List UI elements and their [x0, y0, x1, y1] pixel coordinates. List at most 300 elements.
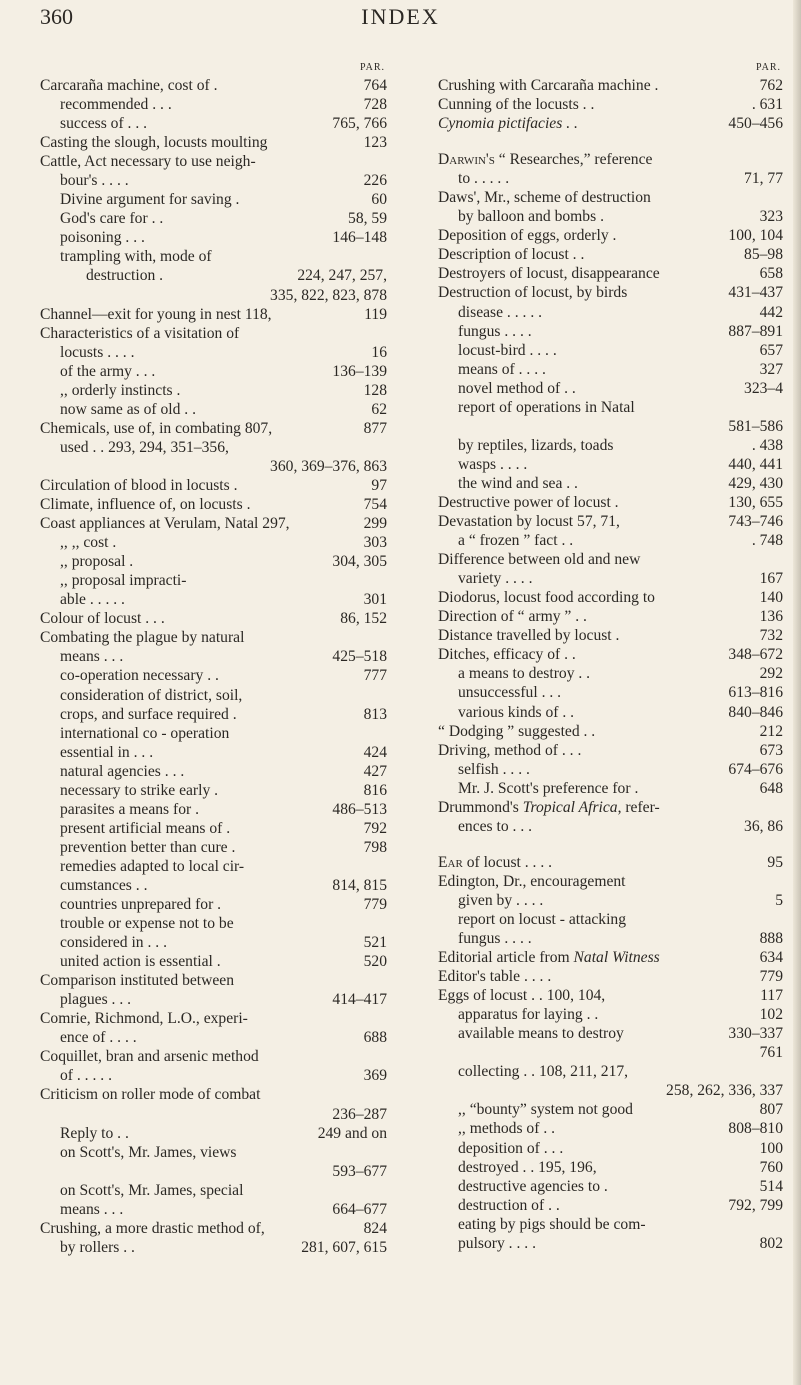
entry-pages: [383, 686, 387, 705]
index-entry: [40, 266, 387, 285]
entry-pages: [779, 872, 783, 891]
entry-text: crops, and surface required .: [60, 705, 237, 723]
index-entry: [40, 724, 387, 743]
entry-pages: 425–518: [332, 648, 387, 666]
index-entry: [40, 762, 387, 781]
entry-text: consideration of district, soil,: [60, 686, 243, 704]
index-entry: [40, 1028, 387, 1047]
index-entry: [438, 1024, 783, 1043]
entry-pages: 613–816: [728, 684, 783, 702]
index-entry: [438, 967, 783, 986]
entry-pages: 657: [759, 341, 783, 359]
entry-text: Carcaraña machine, cost of .: [40, 77, 218, 94]
entry-pages: 304, 305: [332, 553, 387, 571]
entry-pages: 85–98: [744, 246, 783, 264]
entry-text: Direction of “ army ” . .: [438, 608, 587, 626]
entry-text: Coast appliances at Verulam, Natal 297,: [40, 515, 290, 533]
entry-pages: 62: [371, 400, 387, 418]
entry-pages: 119: [364, 305, 387, 323]
entry-text: success of . . .: [60, 115, 148, 133]
index-entry: [438, 1005, 783, 1024]
entry-pages: 236–287: [332, 1105, 387, 1123]
index-entry: [40, 838, 387, 857]
entry-text: Channel—exit for young in nest 118,: [40, 305, 272, 323]
entry-text: present artificial means of .: [60, 819, 231, 837]
index-entry: [438, 226, 783, 245]
entry-pages: 813: [363, 705, 387, 723]
entry-pages: 802: [759, 1234, 783, 1252]
entry-text: Darwin's “ Researches,” reference: [438, 151, 653, 169]
entry-pages: 674–676: [728, 760, 783, 778]
index-entry: [438, 760, 783, 779]
entry-text: Comparison instituted between: [40, 972, 235, 990]
entry-text: Distance travelled by locust .: [438, 627, 620, 645]
entry-text: [86, 457, 266, 476]
entry-pages: 136–139: [332, 362, 387, 380]
entry-text: the wind and sea . .: [458, 474, 578, 492]
index-entry: [438, 779, 783, 798]
index-entry: [40, 1047, 387, 1066]
index-entry: [40, 457, 387, 476]
index-entry: [438, 95, 783, 114]
index-entry: [40, 1009, 387, 1028]
entry-text: Divine argument for saving .: [60, 191, 240, 209]
entry-text: a means to destroy . .: [458, 665, 591, 683]
entry-text: able . . . . .: [60, 591, 125, 609]
index-entry: [40, 666, 387, 685]
index-entry: [40, 343, 387, 362]
index-entry: [40, 552, 387, 571]
entry-pages: 888: [759, 930, 783, 948]
index-entry: [438, 910, 783, 929]
index-entry: [40, 305, 387, 324]
entry-text: used . . 293, 294, 351–356,: [60, 438, 229, 456]
entry-text: Ear of locust . . . .: [438, 853, 553, 871]
entry-pages: 798: [363, 838, 387, 856]
entry-text: Comrie, Richmond, L.O., experi-: [40, 1010, 248, 1028]
entry-pages: 323: [759, 208, 783, 226]
index-entry: [438, 455, 783, 474]
entry-text: plagues . . .: [60, 991, 132, 1009]
entry-pages: 877: [363, 419, 387, 437]
index-entry: [438, 1196, 783, 1215]
entry-pages: 5: [775, 891, 783, 909]
entry-text: Chemicals, use of, in combating 807,: [40, 419, 273, 437]
entry-pages: 369: [363, 1067, 387, 1085]
entry-pages: 520: [363, 953, 387, 971]
index-entry: [438, 531, 783, 550]
entry-text: Deposition of eggs, orderly .: [438, 227, 617, 245]
index-entry: [438, 398, 783, 417]
entry-pages: 450–456: [728, 115, 783, 133]
entry-pages: [383, 914, 387, 933]
entry-pages: 887–891: [728, 322, 783, 340]
index-entry: [438, 1234, 783, 1253]
entry-pages: 212: [759, 722, 783, 740]
entry-text: means of . . . .: [458, 360, 546, 378]
entry-text: by reptiles, lizards, toads: [458, 436, 614, 454]
entry-text: [484, 417, 724, 436]
index-entry: [438, 645, 783, 664]
entry-text: ,, proposal .: [60, 553, 134, 571]
entry-text: united action is essential .: [60, 953, 221, 971]
index-entry: [438, 474, 783, 493]
entry-pages: [383, 628, 387, 647]
index-entry: [438, 948, 783, 967]
index-entry: [40, 400, 387, 419]
index-entry: [438, 150, 783, 169]
index-entry: [40, 171, 387, 190]
index-entry: [438, 1100, 783, 1119]
entry-pages: 327: [759, 360, 783, 378]
entry-pages: 486–513: [332, 800, 387, 818]
entry-text: apparatus for laying . .: [458, 1006, 599, 1024]
entry-text: [86, 1105, 328, 1124]
index-entry: [40, 781, 387, 800]
entry-pages: 299: [363, 515, 387, 533]
entry-pages: [779, 1062, 783, 1081]
entry-pages: [779, 550, 783, 569]
entry-text: natural agencies . . .: [60, 762, 185, 780]
index-entry: [438, 264, 783, 283]
entry-pages: 146–148: [332, 229, 387, 247]
entry-pages: 58, 59: [348, 210, 387, 228]
entry-text: remedies adapted to local cir-: [60, 857, 245, 875]
index-entry: [40, 1162, 387, 1181]
entry-text: on Scott's, Mr. James, views: [60, 1143, 237, 1161]
entry-pages: [383, 152, 387, 171]
entry-text: co-operation necessary . .: [60, 667, 219, 685]
entry-pages: 249 and on: [317, 1124, 387, 1142]
entry-pages: [779, 1215, 783, 1234]
index-entry: [40, 1143, 387, 1162]
entry-text: considered in . . .: [60, 934, 167, 952]
index-entry: [40, 1219, 387, 1238]
index-entry: [40, 914, 387, 933]
entry-pages: [383, 1047, 387, 1066]
index-entry: [438, 1158, 783, 1177]
entry-text: ,, “bounty” system not good: [458, 1101, 633, 1119]
index-entry: [438, 607, 783, 626]
entry-pages: 360, 369–376, 863: [270, 457, 387, 475]
index-entry: [438, 1081, 783, 1100]
entry-pages: [383, 1181, 387, 1200]
entry-pages: . 438: [751, 436, 783, 454]
entry-text: on Scott's, Mr. James, special: [60, 1181, 244, 1199]
index-entry: [40, 362, 387, 381]
entry-text: of . . . . .: [60, 1067, 112, 1085]
index-entry: [40, 628, 387, 647]
entry-text: locust-bird . . . .: [458, 341, 557, 359]
entry-text: given by . . . .: [458, 891, 544, 909]
index-entry: [40, 190, 387, 209]
entry-pages: 330–337: [728, 1025, 783, 1043]
index-entry: [40, 705, 387, 724]
index-entry: [438, 1215, 783, 1234]
entry-pages: 71, 77: [744, 170, 783, 188]
entry-text: essential in . . .: [60, 743, 154, 761]
entry-text: unsuccessful . . .: [458, 684, 562, 702]
index-entry: [438, 872, 783, 891]
index-entry: [40, 286, 387, 305]
entry-pages: 301: [363, 591, 387, 609]
entry-text: Mr. J. Scott's preference for .: [458, 779, 639, 797]
left-entries: [40, 76, 387, 1257]
index-entry: [40, 571, 387, 590]
entry-text: now same as of old . .: [60, 400, 196, 418]
entry-text: Editorial article from Natal Witness: [438, 949, 660, 967]
entry-text: available means to destroy: [458, 1025, 624, 1043]
entry-pages: 335, 822, 823, 878: [270, 286, 387, 304]
entry-pages: [383, 571, 387, 590]
index-entry: [40, 247, 387, 266]
entry-pages: [383, 971, 387, 990]
index-entry: [438, 1177, 783, 1196]
index-entry: [40, 800, 387, 819]
index-entry: [40, 1066, 387, 1085]
entry-text: [86, 1162, 328, 1181]
entry-text: Coquillet, bran and arsenic method: [40, 1048, 259, 1066]
entry-pages: 424: [363, 743, 387, 761]
entry-text: means . . .: [60, 648, 124, 666]
entry-text: “ Dodging ” suggested . .: [438, 722, 596, 740]
index-entry: [438, 207, 783, 226]
index-entry: [438, 436, 783, 455]
entry-pages: 760: [759, 1158, 783, 1176]
entry-text: variety . . . .: [458, 570, 533, 588]
index-entry: [438, 929, 783, 948]
entry-pages: 762: [759, 77, 783, 94]
index-entry: [40, 1085, 387, 1104]
index-entry: [40, 209, 387, 228]
entry-text: a “ frozen ” fact . .: [458, 532, 574, 550]
index-entry: [40, 419, 387, 438]
entry-pages: 303: [363, 534, 387, 552]
entry-text: report of operations in Natal: [458, 398, 635, 416]
entry-pages: 779: [759, 968, 783, 986]
entry-text: Cunning of the locusts . .: [438, 96, 595, 114]
entry-text: Description of locust . .: [438, 246, 585, 264]
entry-text: trampling with, mode of: [60, 248, 212, 266]
entry-text: disease . . . . .: [458, 303, 543, 321]
entry-text: Circulation of blood in locusts .: [40, 476, 238, 494]
entry-text: deposition of . . .: [458, 1139, 564, 1157]
entry-pages: 779: [363, 896, 387, 914]
entry-text: destroyed . . 195, 196,: [458, 1158, 597, 1176]
entry-text: fungus . . . .: [458, 930, 532, 948]
entry-pages: 123: [363, 134, 387, 152]
index-entry: [438, 1139, 783, 1158]
entry-pages: 429, 430: [728, 474, 783, 492]
entry-pages: [383, 438, 387, 457]
entry-text: ,, ,, cost .: [60, 534, 117, 552]
index-entry: [438, 379, 783, 398]
index-entry: [438, 664, 783, 683]
entry-pages: 128: [363, 381, 387, 399]
entry-text: destruction .: [86, 267, 164, 285]
index-entry: [40, 324, 387, 343]
index-entry: [40, 133, 387, 152]
entry-pages: [779, 398, 783, 417]
entry-text: Destruction of locust, by birds: [438, 284, 628, 302]
entry-pages: 732: [759, 627, 783, 645]
column-label-right: PAR.: [755, 62, 781, 73]
index-entry: [438, 322, 783, 341]
index-entry: [40, 990, 387, 1009]
entry-text: Edington, Dr., encouragement: [438, 872, 626, 890]
index-entry: [438, 169, 783, 188]
index-entry: [438, 741, 783, 760]
entry-text: wasps . . . .: [458, 455, 528, 473]
entry-text: Ditches, efficacy of . .: [438, 646, 576, 664]
entry-pages: 292: [759, 665, 783, 683]
index-entry: [438, 188, 783, 207]
entry-text: Destroyers of locust, disappearance: [438, 265, 660, 283]
entry-pages: 792: [363, 819, 387, 837]
index-entry: [40, 933, 387, 952]
running-head: INDEX: [361, 4, 440, 29]
entry-text: [484, 1043, 756, 1062]
entry-pages: 440, 441: [728, 455, 783, 473]
entry-pages: 807: [759, 1101, 783, 1119]
entry-text: selfish . . . .: [458, 760, 530, 778]
index-entry: [40, 895, 387, 914]
entry-pages: 414–417: [332, 991, 387, 1009]
index-entry: [40, 857, 387, 876]
index-entry: [438, 1043, 783, 1062]
entry-text: by balloon and bombs .: [458, 208, 604, 226]
entry-pages: 728: [363, 96, 387, 114]
index-entry: [438, 722, 783, 741]
entry-text: poisoning . . .: [60, 229, 145, 247]
entry-text: Characteristics of a visitation of: [40, 324, 240, 342]
entry-pages: 348–672: [728, 646, 783, 664]
index-entry: [40, 438, 387, 457]
index-entry: [438, 303, 783, 322]
index-entry: [40, 1105, 387, 1124]
entry-pages: 648: [759, 779, 783, 797]
index-entry: [40, 647, 387, 666]
index-entry: [40, 228, 387, 247]
entry-text: various kinds of . .: [458, 703, 575, 721]
index-entry: [438, 1062, 783, 1081]
index-entry: [438, 1119, 783, 1138]
entry-pages: 688: [363, 1029, 387, 1047]
entry-text: Crushing with Carcaraña machine .: [438, 77, 659, 94]
entry-text: collecting . . 108, 211, 217,: [458, 1063, 629, 1081]
index-entry: [40, 533, 387, 552]
entry-pages: [779, 188, 783, 207]
entry-pages: 754: [363, 496, 387, 514]
entry-text: Daws', Mr., scheme of destruction: [438, 189, 651, 207]
entry-pages: 117: [760, 987, 783, 1005]
entry-text: report on locust - attacking: [458, 910, 627, 928]
entry-text: to . . . . .: [458, 170, 510, 188]
entry-pages: 86, 152: [340, 610, 387, 628]
entry-text: Driving, method of . . .: [438, 741, 582, 759]
entry-pages: [383, 324, 387, 343]
index-entry: [438, 817, 783, 836]
entry-text: Combating the plague by natural: [40, 629, 245, 647]
entry-pages: 743–746: [728, 513, 783, 531]
entry-pages: 323–4: [744, 379, 783, 397]
entry-pages: [383, 247, 387, 266]
entry-pages: 36, 86: [744, 817, 783, 835]
index-entry: [438, 245, 783, 264]
entry-text: ,, orderly instincts .: [60, 381, 181, 399]
index-entry: [40, 609, 387, 628]
index-entry: [40, 514, 387, 533]
entry-pages: 136: [759, 608, 783, 626]
index-entry: [438, 114, 783, 133]
entry-pages: 634: [759, 949, 783, 967]
entry-pages: 258, 262, 336, 337: [666, 1082, 783, 1100]
entry-pages: 764: [363, 77, 387, 94]
index-entry: [438, 683, 783, 702]
entry-pages: . 631: [751, 96, 783, 114]
entry-text: ences to . . .: [458, 817, 533, 835]
entry-pages: 431–437: [728, 284, 783, 302]
entry-text: ence of . . . .: [60, 1029, 137, 1047]
entry-text: pulsory . . . .: [458, 1234, 536, 1252]
index-entry: [40, 686, 387, 705]
index-entry: [40, 95, 387, 114]
entry-pages: 442: [759, 303, 783, 321]
entry-text: novel method of . .: [458, 379, 576, 397]
entry-pages: [779, 798, 783, 817]
index-entry: [40, 876, 387, 895]
right-entries: [438, 76, 783, 1253]
entry-text: Colour of locust . . .: [40, 610, 165, 628]
entry-pages: 95: [767, 853, 783, 871]
entry-pages: [383, 724, 387, 743]
entry-pages: 100, 104: [728, 227, 783, 245]
entry-pages: 777: [363, 667, 387, 685]
index-entry: [40, 1181, 387, 1200]
entry-text: trouble or expense not to be: [60, 915, 234, 933]
index-entry: [40, 952, 387, 971]
index-entry: [438, 626, 783, 645]
index-entry: [438, 512, 783, 531]
index-entry: [40, 971, 387, 990]
entry-text: necessary to strike early .: [60, 781, 219, 799]
entry-text: destructive agencies to .: [458, 1177, 608, 1195]
entry-pages: 593–677: [332, 1162, 387, 1180]
entry-pages: 814, 815: [332, 876, 387, 894]
entry-text: means . . .: [60, 1200, 124, 1218]
entry-text: Drummond's Tropical Africa, refer-: [438, 798, 660, 816]
entry-text: Eggs of locust . . 100, 104,: [438, 987, 606, 1005]
entry-text: parasites a means for .: [60, 800, 199, 818]
entry-pages: 808–810: [728, 1120, 783, 1138]
entry-text: cumstances . .: [60, 876, 148, 894]
entry-pages: 664–677: [332, 1200, 387, 1218]
entry-pages: 281, 607, 615: [301, 1238, 387, 1256]
page-header: [0, 0, 801, 40]
index-entry: [438, 76, 783, 95]
entry-pages: 824: [363, 1219, 387, 1237]
entry-text: locusts . . . .: [60, 343, 135, 361]
entry-pages: 514: [759, 1177, 783, 1195]
entry-text: recommended . . .: [60, 96, 172, 114]
entry-pages: 224, 247, 257,: [297, 267, 387, 285]
entry-pages: 130, 655: [728, 493, 783, 511]
index-entry: [40, 114, 387, 133]
entry-pages: 97: [371, 476, 387, 494]
entry-text: God's care for . .: [60, 210, 164, 228]
index-entry: [438, 588, 783, 607]
index-entry: [438, 417, 783, 436]
